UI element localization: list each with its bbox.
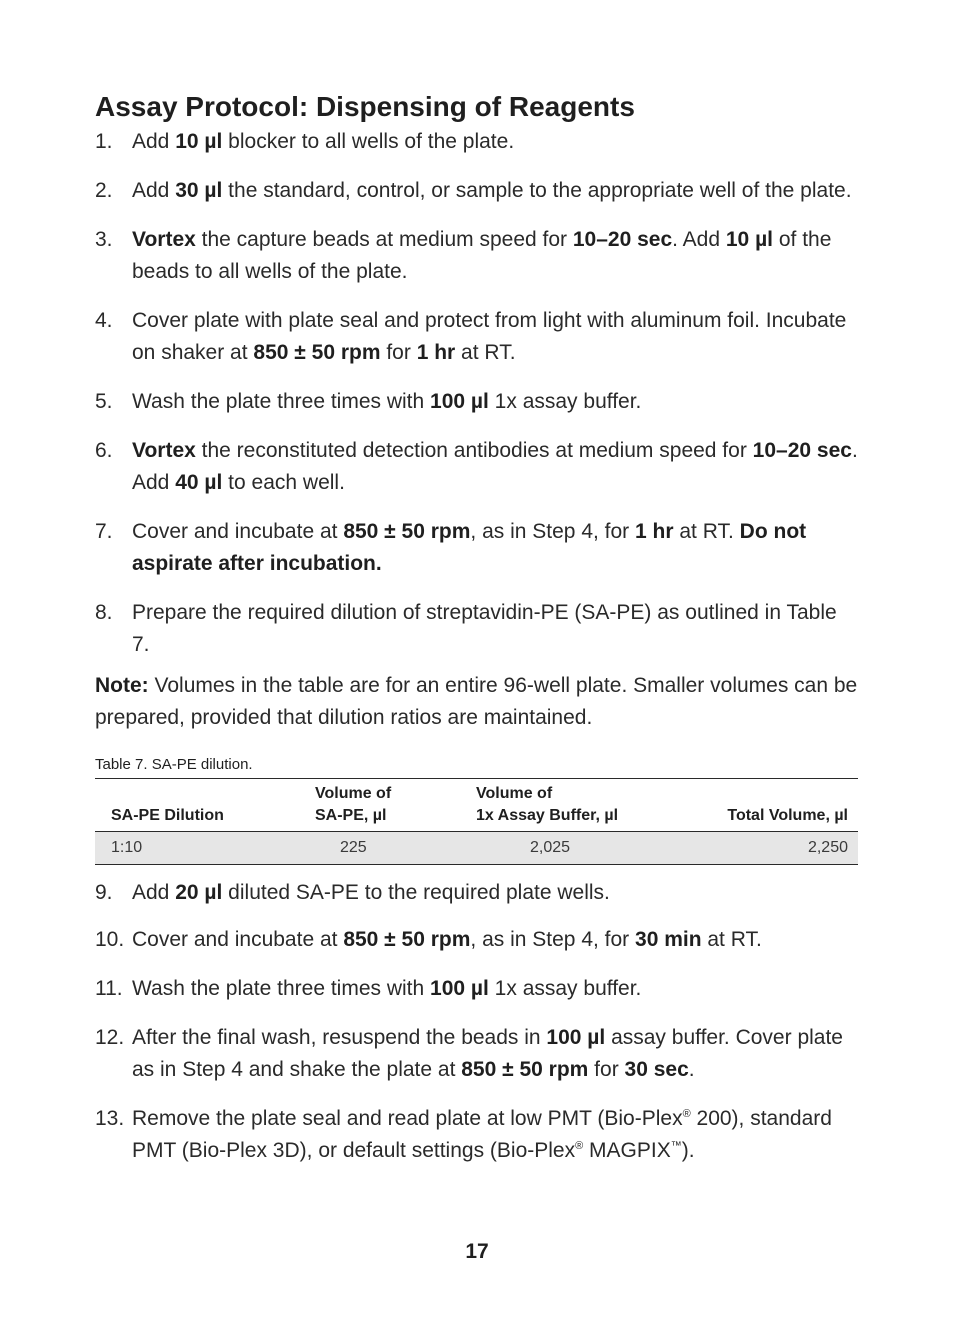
step-number: 7. — [95, 520, 113, 543]
step-text: Vortex the reconstituted detection antibodies at medium speed for 10–20 sec. Add 40 µl to each well. — [132, 439, 858, 494]
step-number: 13. — [95, 1107, 125, 1130]
step-text: Wash the plate three times with 100 µl 1x assay buffer. — [132, 390, 642, 413]
list-item — [95, 1022, 858, 1086]
cell-total-volume: 2,250 — [677, 832, 858, 865]
list-item — [95, 224, 858, 288]
step-number: 1. — [95, 130, 113, 153]
step-text: Add 10 µl blocker to all wells of the plate. — [132, 130, 515, 153]
step-number: 5. — [95, 390, 113, 413]
cell-volume-buffer: 2,025 — [476, 832, 677, 865]
step-number: 3. — [95, 228, 113, 251]
note-text: Volumes in the table are for an entire 96-well plate. Smaller volumes can be prepared, provided that dilution ratios are maintained. — [95, 674, 858, 729]
steps-list-2 — [95, 877, 858, 1167]
steps-list-1 — [95, 126, 858, 661]
list-item — [95, 386, 858, 418]
step-text: After the final wash, resuspend the beads in 100 µl assay buffer. Cover plate as in Step 4 and shake the plate at 850 ± 50 rpm for 30 sec. — [132, 1026, 843, 1081]
header-total-volume: Total Volume, µl — [677, 779, 858, 832]
list-item — [95, 924, 858, 956]
page-title: Assay Protocol: Dispensing of Reagents — [95, 91, 635, 122]
step-text: Cover plate with plate seal and protect from light with aluminum foil. Incubate on shaker at 850 ± 50 rpm for 1 hr at RT. — [132, 309, 847, 364]
page-content — [95, 88, 858, 1167]
list-item — [95, 973, 858, 1005]
cell-volume-sa-pe: 225 — [315, 832, 476, 865]
list-item — [95, 597, 858, 661]
dilution-table — [95, 778, 858, 865]
step-text: Prepare the required dilution of streptavidin-PE (SA-PE) as outlined in Table 7. — [132, 601, 837, 656]
step-number: 10. — [95, 928, 125, 951]
table-header-row — [95, 779, 858, 832]
step-number: 12. — [95, 1026, 125, 1049]
step-number: 9. — [95, 881, 113, 904]
page-number: 17 — [465, 1240, 489, 1263]
step-number: 8. — [95, 601, 113, 624]
list-item — [95, 305, 858, 369]
list-item — [95, 126, 858, 158]
list-item — [95, 877, 858, 909]
step-text: Remove the plate seal and read plate at low PMT (Bio-Plex® 200), standard PMT (Bio-Plex 3D), or default settings (Bio-Plex® MAGPIX™). — [132, 1107, 832, 1162]
header-volume-sa-pe: Volume of SA-PE, µl — [315, 779, 476, 832]
list-item — [95, 516, 858, 580]
list-item — [95, 1103, 858, 1167]
list-item — [95, 435, 858, 499]
step-text: Wash the plate three times with 100 µl 1x assay buffer. — [132, 977, 642, 1000]
header-sa-pe-dilution: SA-PE Dilution — [95, 779, 315, 832]
step-text: Vortex the capture beads at medium speed for 10–20 sec. Add 10 µl of the beads to all wells of the plate. — [132, 228, 832, 283]
step-number: 4. — [95, 309, 113, 332]
table-row — [95, 832, 858, 865]
step-text: Cover and incubate at 850 ± 50 rpm, as in Step 4, for 30 min at RT. — [132, 928, 762, 951]
table-caption: Table 7. SA-PE dilution. — [95, 756, 253, 773]
note-label: Note: — [95, 674, 149, 697]
step-number: 2. — [95, 179, 113, 202]
note-paragraph — [95, 670, 858, 734]
step-number: 11. — [95, 977, 123, 1000]
step-text: Add 30 µl the standard, control, or sample to the appropriate well of the plate. — [132, 179, 852, 202]
header-volume-buffer: Volume of 1x Assay Buffer, µl — [476, 779, 677, 832]
cell-dilution: 1:10 — [95, 832, 315, 865]
step-text: Cover and incubate at 850 ± 50 rpm, as in Step 4, for 1 hr at RT. Do not aspirate after incubation. — [132, 520, 807, 575]
step-number: 6. — [95, 439, 113, 462]
step-text: Add 20 µl diluted SA-PE to the required plate wells. — [132, 881, 610, 904]
list-item — [95, 175, 858, 207]
